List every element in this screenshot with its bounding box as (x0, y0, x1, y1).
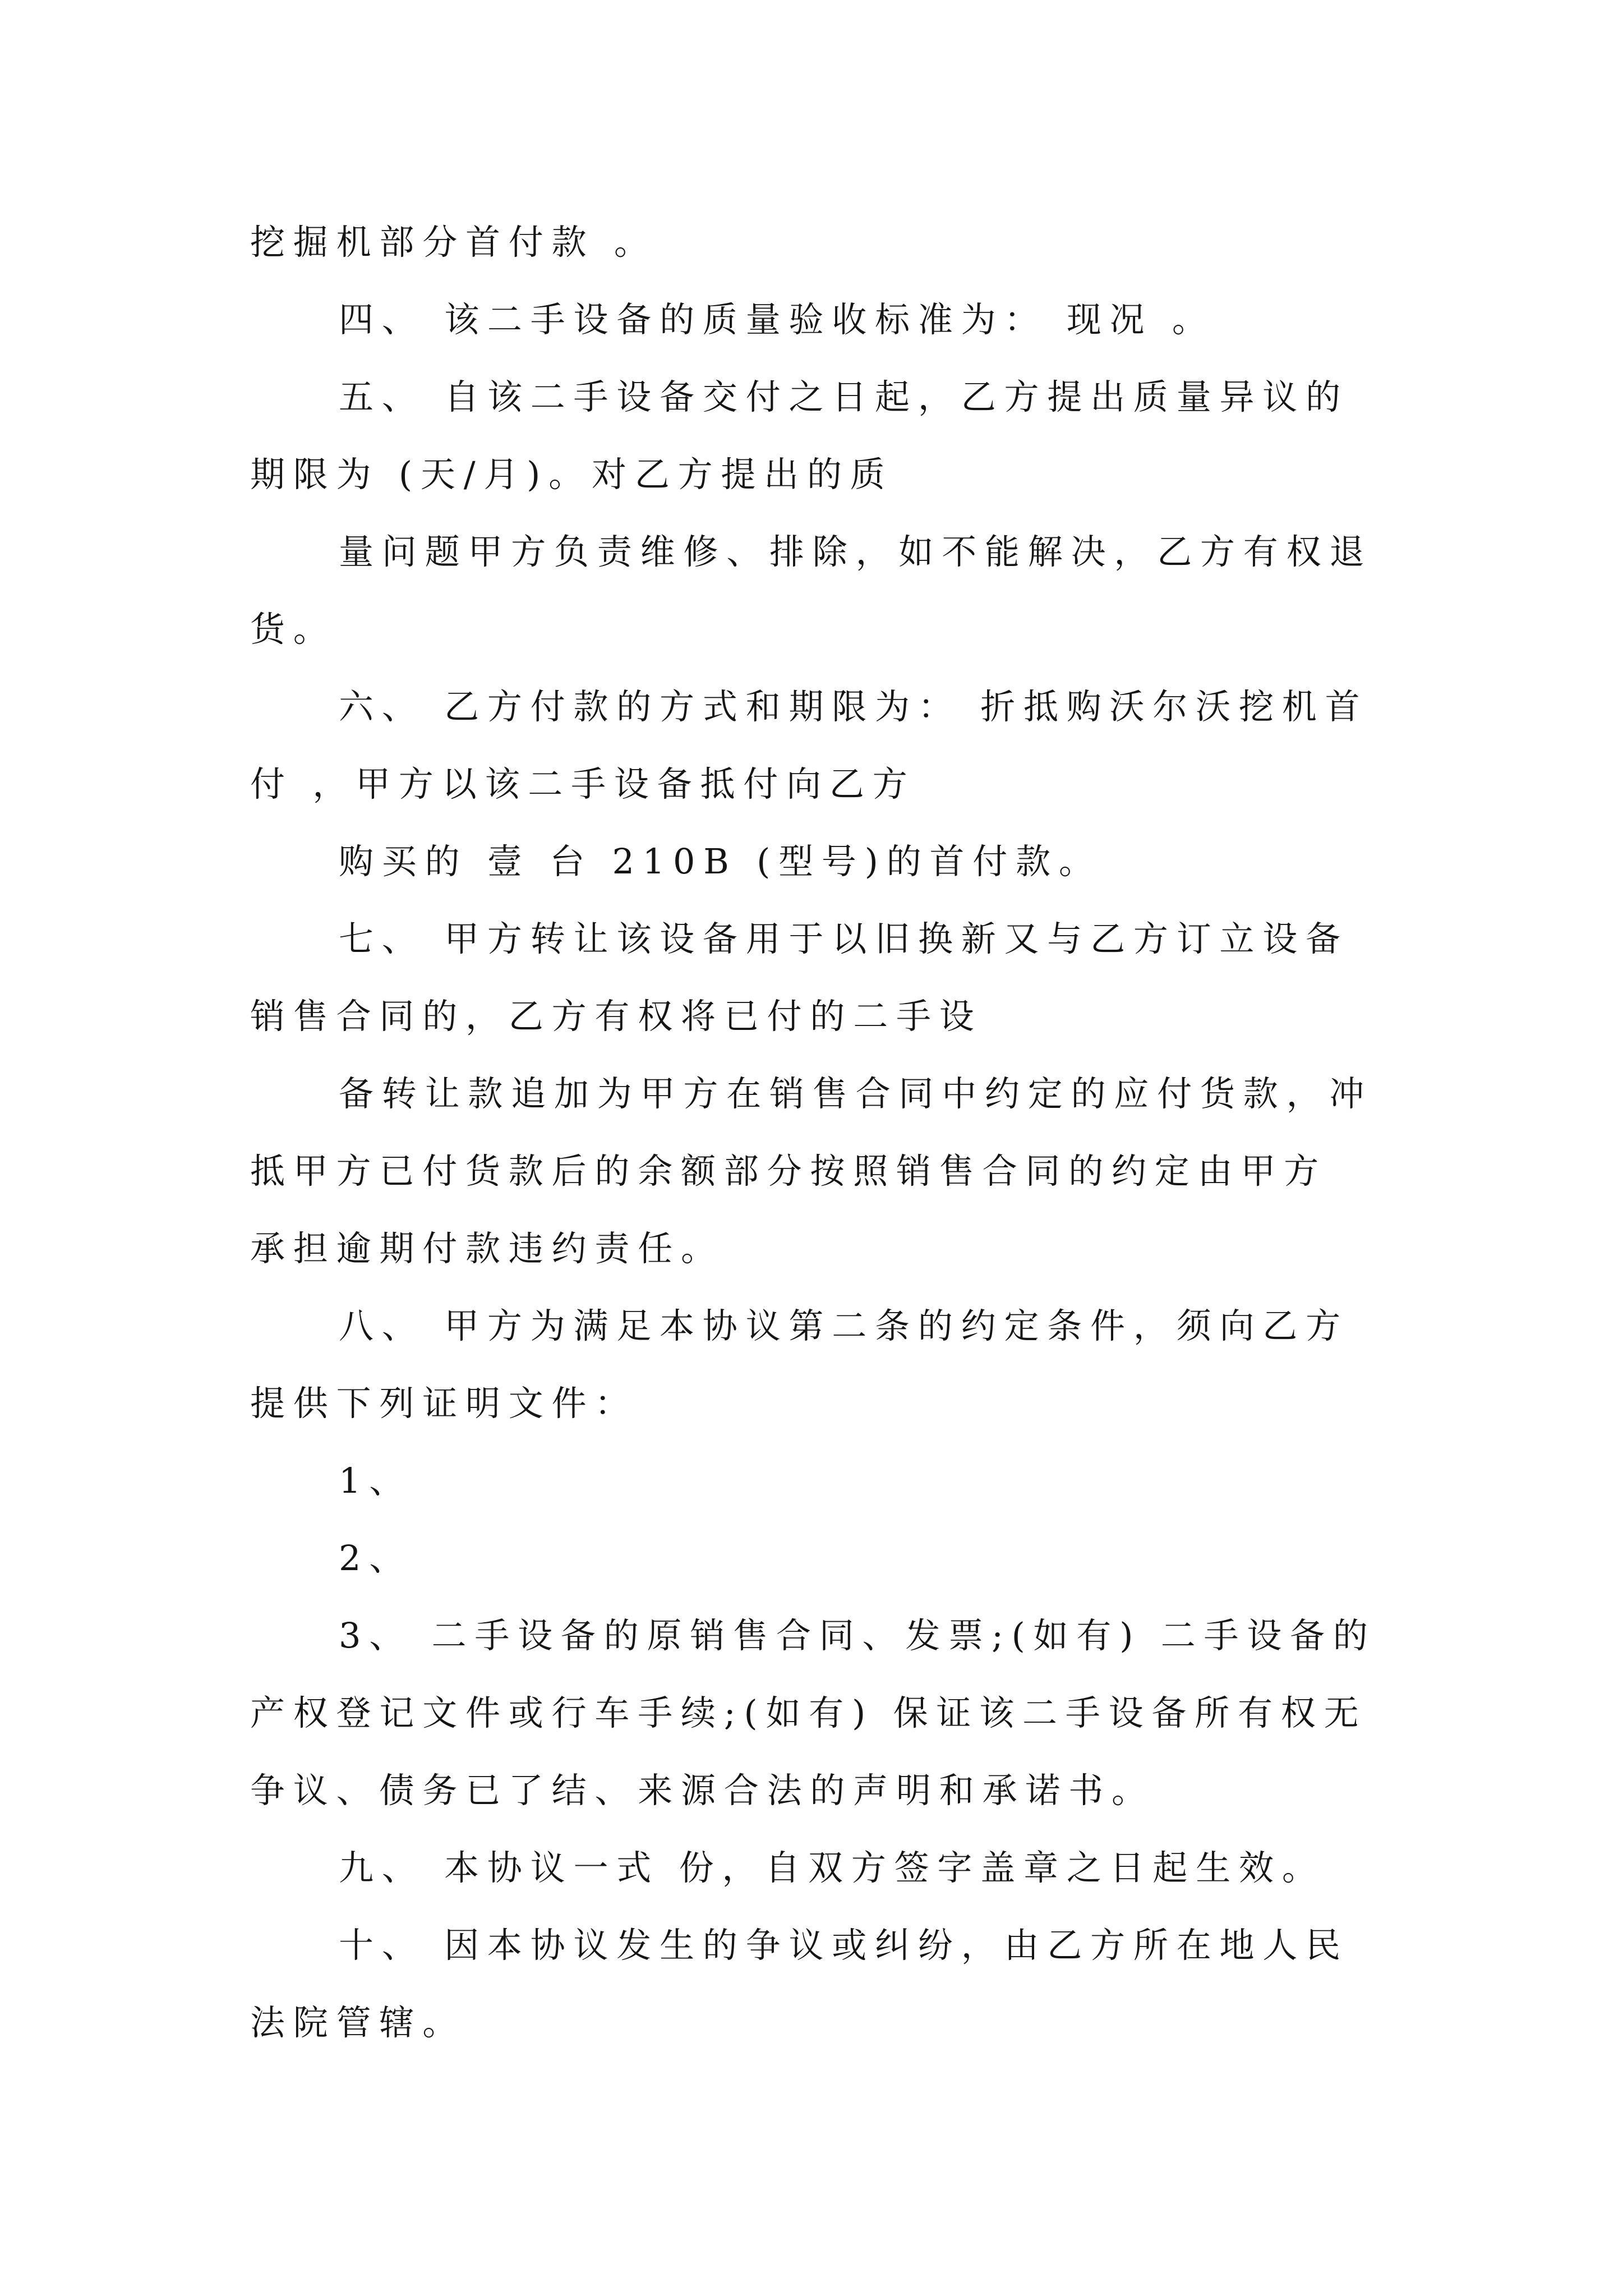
clause-6-line-2: 付 ，甲方以该二手设备抵付向乙方 (250, 763, 916, 804)
clause-8-line-1: 八、 甲方为满足本协议第二条的约定条件，须向乙方 (339, 1305, 1349, 1346)
clause-7-line-3: 备转让款追加为甲方在销售合同中约定的应付货款，冲 (339, 1073, 1373, 1114)
text-line-1: 挖掘机部分首付款 。 (250, 222, 657, 263)
clause-5-line-2: 期限为 (天/月)。对乙方提出的质 (250, 454, 893, 495)
clause-7-line-1: 七、 甲方转让该设备用于以旧换新又与乙方订立设备 (339, 918, 1349, 959)
clause-7-line-4: 抵甲方已付货款后的余额部分按照销售合同的约定由甲方 (250, 1151, 1327, 1191)
clause-5-line-4: 货。 (250, 609, 336, 650)
clause-7-line-5: 承担逾期付款违约责任。 (250, 1228, 724, 1269)
clause-4-line-1: 四、 该二手设备的质量验收标准为： 现况 。 (339, 299, 1215, 340)
item-3-line-2: 产权登记文件或行车手续;(如有) 保证该二手设备所有权无 (250, 1692, 1367, 1733)
clause-10-line-1: 十、 因本协议发生的争议或纠纷，由乙方所在地人民 (339, 1925, 1349, 1966)
clause-8-line-2: 提供下列证明文件： (250, 1383, 638, 1424)
clause-5-line-1: 五、 自该二手设备交付之日起，乙方提出质量异议的 (339, 376, 1349, 417)
item-3-line-3: 争议、债务已了结、来源合法的声明和承诺书。 (250, 1770, 1155, 1811)
clause-6-line-3: 购买的 壹 台 210B (型号)的首付款。 (339, 841, 1102, 882)
clause-5-line-3: 量问题甲方负责维修、排除，如不能解决，乙方有权退 (339, 531, 1373, 572)
item-3-line-1: 3、 二手设备的原销售合同、发票;(如有) 二手设备的 (339, 1615, 1376, 1656)
clause-10-line-2: 法院管辖。 (250, 2002, 466, 2043)
clause-6-line-1: 六、 乙方付款的方式和期限为： 折抵购沃尔沃挖机首 (339, 686, 1368, 727)
clause-9-line-1: 九、 本协议一式 份，自双方签字盖章之日起生效。 (339, 1847, 1325, 1888)
item-2-line: 2、 (339, 1538, 413, 1579)
item-1-line: 1、 (339, 1460, 413, 1501)
clause-7-line-2: 销售合同的，乙方有权将已付的二手设 (250, 996, 983, 1037)
